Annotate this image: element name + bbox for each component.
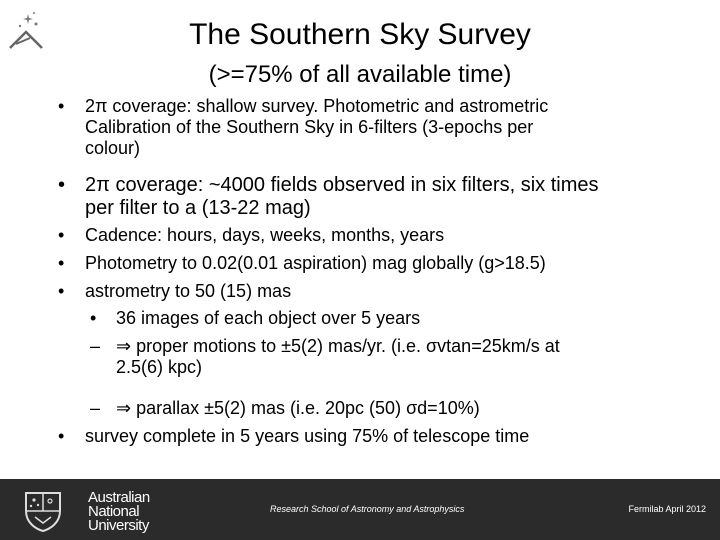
bullet-line: Photometry to 0.02(0.01 aspiration) mag globally (g>18.5) — [85, 253, 546, 273]
dash-mark: – — [90, 336, 101, 356]
bullet-mark: • — [58, 426, 65, 446]
bullet-line: Calibration of the Southern Sky in 6-filters (3-epochs per — [85, 117, 534, 137]
bullet-mark: • — [58, 174, 66, 196]
slide-subtitle: (>=75% of all available time) — [208, 61, 512, 88]
bullet-line: per filter to a (13-22 mag) — [85, 197, 311, 219]
bullet-mark: • — [58, 96, 65, 116]
footer-department: Research School of Astronomy and Astrophysics — [270, 504, 465, 514]
bullet-line: colour) — [85, 138, 141, 158]
anu-wordmark: Australian National University — [88, 489, 150, 534]
bullet-line: ⇒ proper motions to ±5(2) mas/yr. (i.e. σvtan=25km/s at — [116, 336, 560, 356]
bullet-mark: • — [90, 308, 97, 328]
bullet-line: Cadence: hours, days, weeks, months, years — [85, 225, 445, 245]
bullet-line: astrometry to 50 (15) mas — [85, 281, 292, 301]
bullet-line: 36 images of each object over 5 years — [116, 308, 421, 328]
bullet-mark: • — [58, 281, 65, 301]
slide-title: The Southern Sky Survey — [189, 18, 531, 51]
bullet-line: survey complete in 5 years using 75% of telescope time — [85, 426, 530, 446]
footer-bar — [0, 479, 720, 540]
bullet-line: ⇒ parallax ±5(2) mas (i.e. 20pc (50) σd=10%) — [116, 398, 480, 418]
bullet-mark: • — [58, 225, 65, 245]
bullet-mark: • — [58, 253, 65, 273]
bullet-line: 2.5(6) kpc) — [116, 357, 203, 377]
bullet-line: 2π coverage: ~4000 fields observed in six filters, six times — [85, 174, 599, 196]
bullet-line: 2π coverage: shallow survey. Photometric and astrometric — [85, 96, 549, 116]
dash-mark: – — [90, 398, 101, 418]
anu-crest-icon — [20, 489, 66, 533]
footer-date: Fermilab April 2012 — [628, 504, 706, 514]
